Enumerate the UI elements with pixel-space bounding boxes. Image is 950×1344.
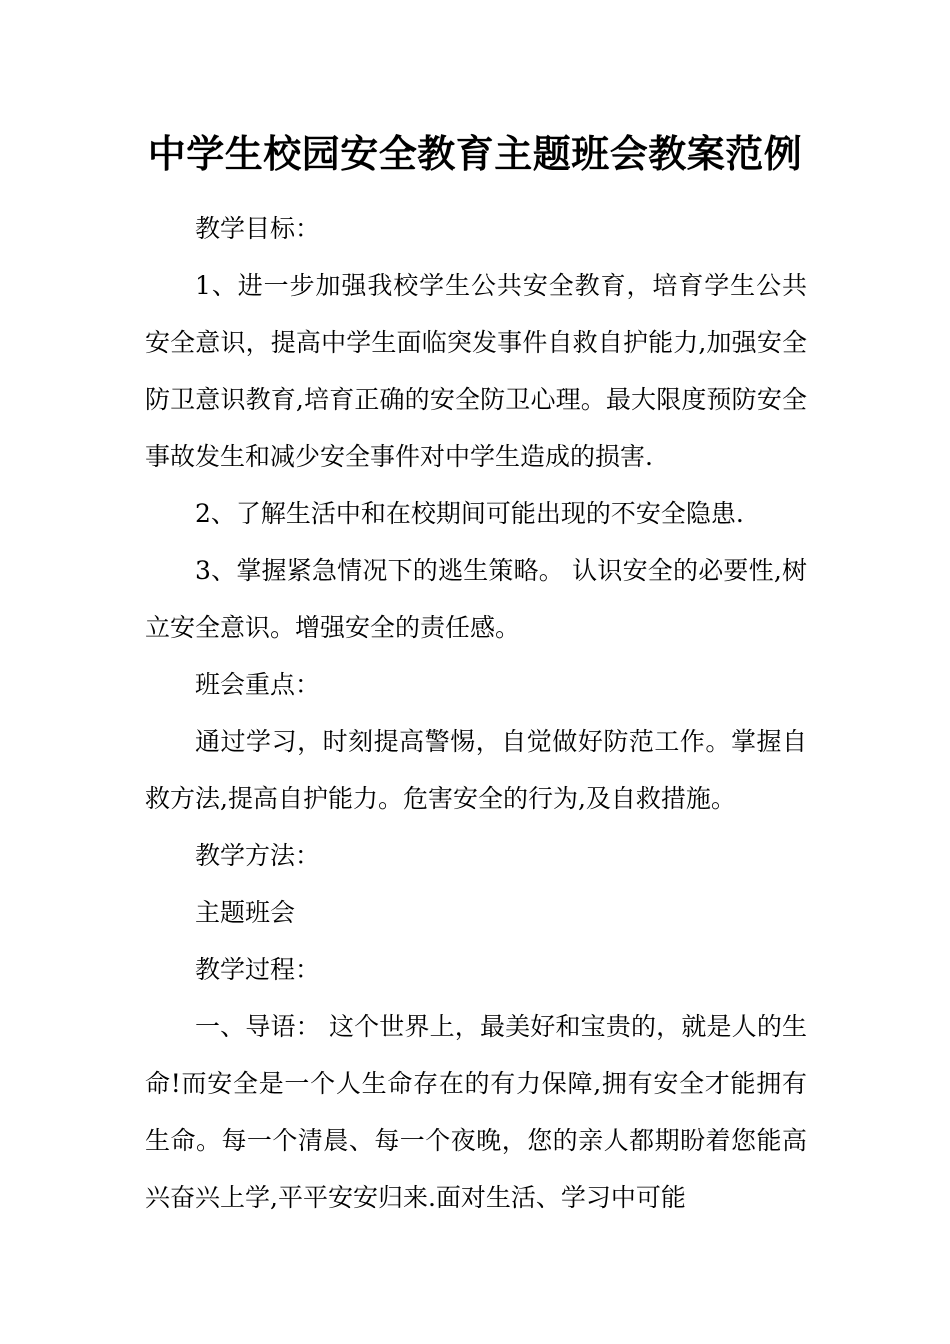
paragraph-teaching-method-heading: 教学方法：: [195, 841, 321, 870]
paragraph-teaching-objectives-heading: 教学目标：: [195, 214, 321, 243]
paragraph-objective-2: 2、了解生活中和在校期间可能出现的不安全隐患.: [195, 499, 744, 528]
paragraph-introduction: 一、导语： 这个世界上，最美好和宝贵的，就是人的生命!而安全是一个人生命存在的有力保障,拥有安全才能拥有生命。每一个清晨、每一个夜晚，您的亲人都期盼着您能高兴奋兴上学,平平安安归来.面对生活、学习中可能: [145, 1012, 807, 1212]
paragraph-objective-3: 3、掌握紧急情况下的逃生策略。 认识安全的必要性,树立安全意识。增强安全的责任感。: [145, 556, 807, 642]
paragraph-key-points-heading: 班会重点：: [195, 670, 321, 699]
document-body: [145, 200, 807, 1226]
document-title: 中学生校园安全教育主题班会教案范例: [147, 132, 803, 176]
paragraph-teaching-method: 主题班会: [195, 898, 296, 927]
paragraph-teaching-process-heading: 教学过程：: [195, 955, 321, 984]
paragraph-objective-1: 1、进一步加强我校学生公共安全教育，培育学生公共安全意识，提高中学生面临突发事件自救自护能力,加强安全防卫意识教育,培育正确的安全防卫心理。最大限度预防安全事故发生和减少安全事件对中学生造成的损害.: [145, 271, 807, 471]
paragraph-key-points: 通过学习，时刻提高警惕，自觉做好防范工作。掌握自救方法,提高自护能力。危害安全的行为,及自救措施。: [145, 727, 807, 813]
